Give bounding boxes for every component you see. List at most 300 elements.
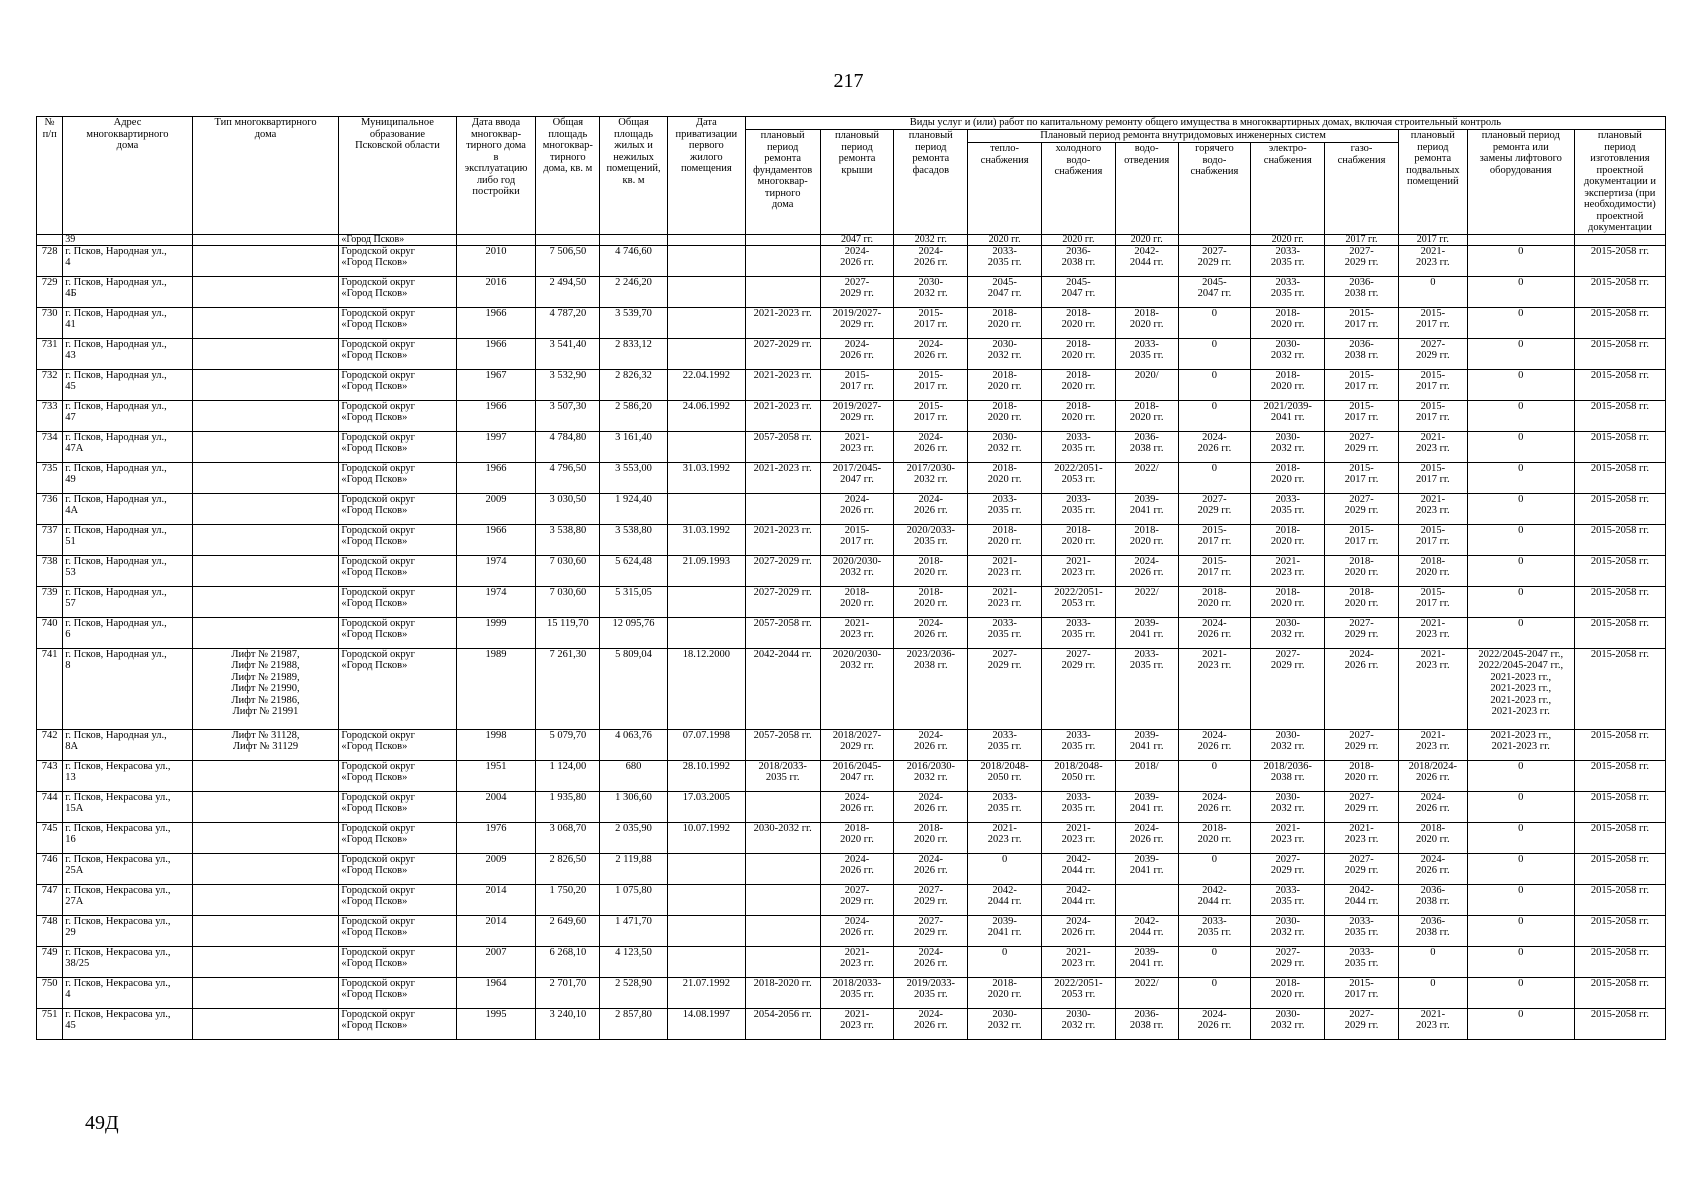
col-foundation-header: плановый период ремонта фундаментов многоквар- тирного дома <box>745 130 820 235</box>
house-type-cell <box>192 760 339 791</box>
basement-period-cell: 2021- 2023 гг. <box>1398 617 1467 648</box>
roof-period-cell: 2024- 2026 гг. <box>820 493 894 524</box>
living-area-cell: 1 924,40 <box>600 493 668 524</box>
basement-period-cell: 0 <box>1398 276 1467 307</box>
living-area-cell: 1 471,70 <box>600 915 668 946</box>
commission-year-cell: 1989 <box>456 648 536 729</box>
table-row <box>37 493 1666 524</box>
elevator-period-cell: 0 <box>1467 853 1574 884</box>
foundation-period-cell: 2027-2029 гг. <box>745 338 820 369</box>
municipality-cell: Городской округ «Город Псков» <box>339 760 456 791</box>
cold-water-cell: 2030- 2032 гг. <box>1042 1008 1116 1039</box>
facade-period-cell: 2027- 2029 гг. <box>894 884 968 915</box>
house-type-cell: Лифт № 31128, Лифт № 31129 <box>192 729 339 760</box>
privatization-date-cell: 24.06.1992 <box>667 400 745 431</box>
page-number: 217 <box>833 70 864 92</box>
table-body <box>37 234 1666 1039</box>
hot-water-cell: 2024- 2026 гг. <box>1178 431 1251 462</box>
hot-water-cell: 2024- 2026 гг. <box>1178 791 1251 822</box>
house-type-cell <box>192 586 339 617</box>
roof-period-cell: 2018- 2020 гг. <box>820 822 894 853</box>
electric-supply-cell: 2018- 2020 гг. <box>1251 462 1325 493</box>
foundation-period-cell: 2021-2023 гг. <box>745 400 820 431</box>
hot-water-cell: 0 <box>1178 369 1251 400</box>
design-period-cell: 2015-2058 гг. <box>1574 338 1665 369</box>
hot-water-cell: 0 <box>1178 853 1251 884</box>
facade-period-cell: 2027- 2029 гг. <box>894 915 968 946</box>
gas-supply-cell: 2027- 2029 гг. <box>1325 431 1399 462</box>
elevator-period-cell: 0 <box>1467 791 1574 822</box>
heat-supply-cell: 2021- 2023 гг. <box>968 822 1042 853</box>
drainage-cell: 2022/ <box>1115 586 1178 617</box>
drainage-cell: 2039- 2041 гг. <box>1115 617 1178 648</box>
electric-supply-cell: 2030- 2032 гг. <box>1251 791 1325 822</box>
table-row <box>37 729 1666 760</box>
gas-supply-cell: 2015- 2017 гг. <box>1325 524 1399 555</box>
heat-supply-cell: 2033- 2035 гг. <box>968 729 1042 760</box>
facade-period-cell: 2018- 2020 гг. <box>894 586 968 617</box>
commission-year-cell: 2014 <box>456 915 536 946</box>
cold-water-cell: 2018- 2020 гг. <box>1042 338 1116 369</box>
municipality-cell: Городской округ «Город Псков» <box>339 586 456 617</box>
design-period-cell: 2015-2058 гг. <box>1574 307 1665 338</box>
municipality-cell: Городской округ «Город Псков» <box>339 431 456 462</box>
table-row <box>37 760 1666 791</box>
drainage-cell: 2036- 2038 гг. <box>1115 431 1178 462</box>
address-cell: г. Псков, Народная ул., 51 <box>63 524 192 555</box>
privatization-date-cell <box>667 884 745 915</box>
total-area-cell: 15 119,70 <box>536 617 600 648</box>
privatization-date-cell: 21.07.1992 <box>667 977 745 1008</box>
design-period-cell: 2015-2058 гг. <box>1574 431 1665 462</box>
design-period-cell: 2015-2058 гг. <box>1574 617 1665 648</box>
heat-supply-cell: 2030- 2032 гг. <box>968 431 1042 462</box>
design-period-cell: 2015-2058 гг. <box>1574 400 1665 431</box>
total-area-cell: 7 030,60 <box>536 586 600 617</box>
basement-period-cell: 2015- 2017 гг. <box>1398 307 1467 338</box>
roof-period-cell: 2024- 2026 гг. <box>820 853 894 884</box>
address-cell: г. Псков, Народная ул., 49 <box>63 462 192 493</box>
total-area-cell: 7 506,50 <box>536 245 600 276</box>
heat-supply-cell: 2045- 2047 гг. <box>968 276 1042 307</box>
electric-supply-cell: 2030- 2032 гг. <box>1251 729 1325 760</box>
design-period-cell: 2015-2058 гг. <box>1574 586 1665 617</box>
drainage-cell: 2020/ <box>1115 369 1178 400</box>
row-number: 750 <box>37 977 63 1008</box>
cold-water-cell: 2021- 2023 гг. <box>1042 946 1116 977</box>
table-row <box>37 586 1666 617</box>
hot-water-cell: 2027- 2029 гг. <box>1178 493 1251 524</box>
continuation-cell: 2020 гг. <box>1115 234 1178 245</box>
col-municipality-header: Муниципальное образование Псковской области <box>339 117 456 235</box>
design-period-cell: 2015-2058 гг. <box>1574 729 1665 760</box>
privatization-date-cell: 17.03.2005 <box>667 791 745 822</box>
gas-supply-cell: 2036- 2038 гг. <box>1325 276 1399 307</box>
basement-period-cell: 0 <box>1398 977 1467 1008</box>
roof-period-cell: 2015- 2017 гг. <box>820 524 894 555</box>
house-type-cell <box>192 977 339 1008</box>
table-row <box>37 853 1666 884</box>
col-design-header: плановый период изготовления проектной документации и экспертиза (при необходимости) проектной документации <box>1574 130 1665 235</box>
elevator-period-cell: 0 <box>1467 822 1574 853</box>
col-hot-water-header: горячего водо- снабжения <box>1178 143 1251 234</box>
house-type-cell <box>192 400 339 431</box>
col-facade-header: плановый период ремонта фасадов <box>894 130 968 235</box>
foundation-period-cell <box>745 791 820 822</box>
design-period-cell: 2015-2058 гг. <box>1574 369 1665 400</box>
hot-water-cell: 0 <box>1178 977 1251 1008</box>
facade-period-cell: 2024- 2026 гг. <box>894 245 968 276</box>
elevator-period-cell: 0 <box>1467 493 1574 524</box>
foundation-period-cell: 2018-2020 гг. <box>745 977 820 1008</box>
roof-period-cell: 2019/2027- 2029 гг. <box>820 307 894 338</box>
facade-period-cell: 2030- 2032 гг. <box>894 276 968 307</box>
design-period-cell: 2015-2058 гг. <box>1574 884 1665 915</box>
privatization-date-cell <box>667 493 745 524</box>
cold-water-cell: 2018/2048- 2050 гг. <box>1042 760 1116 791</box>
heat-supply-cell: 2018- 2020 гг. <box>968 400 1042 431</box>
privatization-date-cell <box>667 307 745 338</box>
foundation-period-cell: 2027-2029 гг. <box>745 555 820 586</box>
commission-year-cell: 1995 <box>456 1008 536 1039</box>
house-type-cell <box>192 555 339 586</box>
row-number: 745 <box>37 822 63 853</box>
drainage-cell: 2024- 2026 гг. <box>1115 555 1178 586</box>
living-area-cell: 2 826,32 <box>600 369 668 400</box>
electric-supply-cell: 2030- 2032 гг. <box>1251 431 1325 462</box>
table-row <box>37 369 1666 400</box>
total-area-cell: 2 826,50 <box>536 853 600 884</box>
total-area-cell: 3 240,10 <box>536 1008 600 1039</box>
basement-period-cell: 2015- 2017 гг. <box>1398 369 1467 400</box>
privatization-date-cell: 10.07.1992 <box>667 822 745 853</box>
privatization-date-cell: 22.04.1992 <box>667 369 745 400</box>
table-row <box>37 431 1666 462</box>
roof-period-cell: 2024- 2026 гг. <box>820 915 894 946</box>
col-gas-header: газо- снабжения <box>1325 143 1399 234</box>
foundation-period-cell: 2027-2029 гг. <box>745 586 820 617</box>
gas-supply-cell: 2027- 2029 гг. <box>1325 245 1399 276</box>
electric-supply-cell: 2018- 2020 гг. <box>1251 586 1325 617</box>
foundation-period-cell: 2021-2023 гг. <box>745 307 820 338</box>
house-type-cell <box>192 276 339 307</box>
facade-period-cell: 2024- 2026 гг. <box>894 338 968 369</box>
row-number: 735 <box>37 462 63 493</box>
footer-mark: 49Д <box>85 1112 119 1134</box>
total-area-cell: 3 538,80 <box>536 524 600 555</box>
gas-supply-cell: 2027- 2029 гг. <box>1325 729 1399 760</box>
design-period-cell: 2015-2058 гг. <box>1574 915 1665 946</box>
heat-supply-cell: 0 <box>968 946 1042 977</box>
heat-supply-cell: 2018- 2020 гг. <box>968 462 1042 493</box>
continuation-cell <box>192 234 339 245</box>
design-period-cell: 2015-2058 гг. <box>1574 791 1665 822</box>
commission-year-cell: 1964 <box>456 977 536 1008</box>
cold-water-cell: 2036- 2038 гг. <box>1042 245 1116 276</box>
continuation-cell <box>1178 234 1251 245</box>
hot-water-cell: 0 <box>1178 338 1251 369</box>
basement-period-cell: 0 <box>1398 946 1467 977</box>
facade-period-cell: 2020/2033- 2035 гг. <box>894 524 968 555</box>
municipality-cell: Городской округ «Город Псков» <box>339 884 456 915</box>
roof-period-cell: 2020/2030- 2032 гг. <box>820 555 894 586</box>
municipality-cell: Городской округ «Город Псков» <box>339 493 456 524</box>
privatization-date-cell: 31.03.1992 <box>667 524 745 555</box>
privatization-date-cell <box>667 915 745 946</box>
row-number: 746 <box>37 853 63 884</box>
basement-period-cell: 2036- 2038 гг. <box>1398 884 1467 915</box>
house-type-cell <box>192 822 339 853</box>
engineering-group-header: Плановый период ремонта внутридомовых инженерных систем <box>968 130 1399 143</box>
design-period-cell: 2015-2058 гг. <box>1574 493 1665 524</box>
total-area-cell: 4 796,50 <box>536 462 600 493</box>
living-area-cell: 3 553,00 <box>600 462 668 493</box>
table-row <box>37 462 1666 493</box>
roof-period-cell: 2017/2045- 2047 гг. <box>820 462 894 493</box>
elevator-period-cell: 0 <box>1467 462 1574 493</box>
col-roof-header: плановый период ремонта крыши <box>820 130 894 235</box>
hot-water-cell: 0 <box>1178 307 1251 338</box>
facade-period-cell: 2015- 2017 гг. <box>894 307 968 338</box>
row-number: 744 <box>37 791 63 822</box>
address-cell: г. Псков, Народная ул., 47А <box>63 431 192 462</box>
gas-supply-cell: 2036- 2038 гг. <box>1325 338 1399 369</box>
basement-period-cell: 2027- 2029 гг. <box>1398 338 1467 369</box>
cold-water-cell: 2033- 2035 гг. <box>1042 431 1116 462</box>
table-row <box>37 977 1666 1008</box>
house-type-cell <box>192 946 339 977</box>
hot-water-cell: 2045- 2047 гг. <box>1178 276 1251 307</box>
living-area-cell: 1 306,60 <box>600 791 668 822</box>
cold-water-cell: 2022/2051- 2053 гг. <box>1042 586 1116 617</box>
row-number: 749 <box>37 946 63 977</box>
col-commission-header: Дата ввода многоквар- тирного дома в эксплуатацию либо год постройки <box>456 117 536 235</box>
electric-supply-cell: 2033- 2035 гг. <box>1251 884 1325 915</box>
row-number: 740 <box>37 617 63 648</box>
row-number: 734 <box>37 431 63 462</box>
foundation-period-cell: 2021-2023 гг. <box>745 462 820 493</box>
electric-supply-cell: 2033- 2035 гг. <box>1251 276 1325 307</box>
basement-period-cell: 2018- 2020 гг. <box>1398 555 1467 586</box>
basement-period-cell: 2015- 2017 гг. <box>1398 400 1467 431</box>
col-address-header: Адрес многоквартирного дома <box>63 117 192 235</box>
total-area-cell: 6 268,10 <box>536 946 600 977</box>
basement-period-cell: 2015- 2017 гг. <box>1398 586 1467 617</box>
table-row <box>37 915 1666 946</box>
municipality-cell: Городской округ «Город Псков» <box>339 307 456 338</box>
electric-supply-cell: 2027- 2029 гг. <box>1251 648 1325 729</box>
foundation-period-cell: 2018/2033- 2035 гг. <box>745 760 820 791</box>
roof-period-cell: 2018/2027- 2029 гг. <box>820 729 894 760</box>
design-period-cell: 2015-2058 гг. <box>1574 853 1665 884</box>
drainage-cell: 2039- 2041 гг. <box>1115 729 1178 760</box>
hot-water-cell: 2018- 2020 гг. <box>1178 586 1251 617</box>
municipality-cell: Городской округ «Город Псков» <box>339 276 456 307</box>
capital-repair-table <box>36 116 1666 1040</box>
cold-water-cell: 2021- 2023 гг. <box>1042 822 1116 853</box>
facade-period-cell: 2024- 2026 гг. <box>894 431 968 462</box>
cold-water-cell: 2018- 2020 гг. <box>1042 369 1116 400</box>
drainage-cell: 2033- 2035 гг. <box>1115 648 1178 729</box>
commission-year-cell: 2016 <box>456 276 536 307</box>
row-number: 743 <box>37 760 63 791</box>
table-row <box>37 884 1666 915</box>
table-row <box>37 822 1666 853</box>
roof-period-cell: 2024- 2026 гг. <box>820 338 894 369</box>
privatization-date-cell: 07.07.1998 <box>667 729 745 760</box>
address-cell: г. Псков, Некрасова ул., 25А <box>63 853 192 884</box>
foundation-period-cell: 2021-2023 гг. <box>745 524 820 555</box>
foundation-period-cell <box>745 276 820 307</box>
privatization-date-cell: 21.09.1993 <box>667 555 745 586</box>
table-row <box>37 648 1666 729</box>
living-area-cell: 4 063,76 <box>600 729 668 760</box>
design-period-cell: 2015-2058 гг. <box>1574 245 1665 276</box>
house-type-cell <box>192 338 339 369</box>
continuation-cell: 2017 гг. <box>1325 234 1399 245</box>
continuation-cell <box>37 234 63 245</box>
table-row <box>37 400 1666 431</box>
living-area-cell: 2 528,90 <box>600 977 668 1008</box>
roof-period-cell: 2015- 2017 гг. <box>820 369 894 400</box>
col-heat-header: тепло- снабжения <box>968 143 1042 234</box>
roof-period-cell: 2024- 2026 гг. <box>820 791 894 822</box>
gas-supply-cell: 2027- 2029 гг. <box>1325 1008 1399 1039</box>
table-row <box>37 946 1666 977</box>
privatization-date-cell <box>667 946 745 977</box>
commission-year-cell: 2004 <box>456 791 536 822</box>
elevator-period-cell: 0 <box>1467 977 1574 1008</box>
basement-period-cell: 2024- 2026 гг. <box>1398 791 1467 822</box>
living-area-cell: 2 246,20 <box>600 276 668 307</box>
roof-period-cell: 2021- 2023 гг. <box>820 946 894 977</box>
col-living-area-header: Общая площадь жилых и нежилых помещений, кв. м <box>600 117 668 235</box>
commission-year-cell: 1966 <box>456 338 536 369</box>
roof-period-cell: 2021- 2023 гг. <box>820 617 894 648</box>
basement-period-cell: 2021- 2023 гг. <box>1398 729 1467 760</box>
address-cell: г. Псков, Народная ул., 41 <box>63 307 192 338</box>
elevator-period-cell: 0 <box>1467 617 1574 648</box>
commission-year-cell: 2010 <box>456 245 536 276</box>
gas-supply-cell: 2027- 2029 гг. <box>1325 791 1399 822</box>
electric-supply-cell: 2018- 2020 гг. <box>1251 369 1325 400</box>
col-total-area-header: Общая площадь многоквар- тирного дома, кв. м <box>536 117 600 235</box>
elevator-period-cell: 0 <box>1467 369 1574 400</box>
roof-period-cell: 2027- 2029 гг. <box>820 884 894 915</box>
heat-supply-cell: 2018- 2020 гг. <box>968 524 1042 555</box>
municipality-cell: Городской округ «Город Псков» <box>339 524 456 555</box>
municipality-cell: Городской округ «Город Псков» <box>339 822 456 853</box>
col-privatization-header: Дата приватизации первого жилого помещения <box>667 117 745 235</box>
electric-supply-cell: 2030- 2032 гг. <box>1251 1008 1325 1039</box>
heat-supply-cell: 2027- 2029 гг. <box>968 648 1042 729</box>
municipality-cell: Городской округ «Город Псков» <box>339 915 456 946</box>
table-row <box>37 245 1666 276</box>
heat-supply-cell: 2039- 2041 гг. <box>968 915 1042 946</box>
row-number: 751 <box>37 1008 63 1039</box>
foundation-period-cell: 2042-2044 гг. <box>745 648 820 729</box>
gas-supply-cell: 2018- 2020 гг. <box>1325 555 1399 586</box>
gas-supply-cell: 2018- 2020 гг. <box>1325 586 1399 617</box>
facade-period-cell: 2018- 2020 гг. <box>894 822 968 853</box>
table-row <box>37 617 1666 648</box>
house-type-cell <box>192 617 339 648</box>
basement-period-cell: 2036- 2038 гг. <box>1398 915 1467 946</box>
row-number: 733 <box>37 400 63 431</box>
municipality-cell: Городской округ «Город Псков» <box>339 729 456 760</box>
elevator-period-cell: 0 <box>1467 307 1574 338</box>
gas-supply-cell: 2027- 2029 гг. <box>1325 617 1399 648</box>
commission-year-cell: 2014 <box>456 884 536 915</box>
electric-supply-cell: 2027- 2029 гг. <box>1251 946 1325 977</box>
row-number: 737 <box>37 524 63 555</box>
cold-water-cell: 2022/2051- 2053 гг. <box>1042 462 1116 493</box>
address-cell: г. Псков, Народная ул., 4 <box>63 245 192 276</box>
house-type-cell <box>192 853 339 884</box>
elevator-period-cell: 0 <box>1467 555 1574 586</box>
heat-supply-cell: 0 <box>968 853 1042 884</box>
house-type-cell <box>192 1008 339 1039</box>
municipality-cell: Городской округ «Город Псков» <box>339 791 456 822</box>
commission-year-cell: 1998 <box>456 729 536 760</box>
total-area-cell: 3 541,40 <box>536 338 600 369</box>
commission-year-cell: 1966 <box>456 307 536 338</box>
electric-supply-cell: 2030- 2032 гг. <box>1251 617 1325 648</box>
municipality-cell: Городской округ «Город Псков» <box>339 400 456 431</box>
address-cell: г. Псков, Некрасова ул., 13 <box>63 760 192 791</box>
roof-period-cell: 2020/2030- 2032 гг. <box>820 648 894 729</box>
address-cell: г. Псков, Народная ул., 4Б <box>63 276 192 307</box>
heat-supply-cell: 2030- 2032 гг. <box>968 1008 1042 1039</box>
elevator-period-cell: 0 <box>1467 524 1574 555</box>
elevator-period-cell: 0 <box>1467 946 1574 977</box>
heat-supply-cell: 2042- 2044 гг. <box>968 884 1042 915</box>
facade-period-cell: 2019/2033- 2035 гг. <box>894 977 968 1008</box>
total-area-cell: 5 079,70 <box>536 729 600 760</box>
living-area-cell: 2 035,90 <box>600 822 668 853</box>
hot-water-cell: 0 <box>1178 760 1251 791</box>
foundation-period-cell <box>745 245 820 276</box>
facade-period-cell: 2024- 2026 гг. <box>894 729 968 760</box>
hot-water-cell: 0 <box>1178 462 1251 493</box>
col-type-header: Тип многоквартирного дома <box>192 117 339 235</box>
elevator-period-cell: 2021-2023 гг., 2021-2023 гг. <box>1467 729 1574 760</box>
foundation-period-cell: 2057-2058 гг. <box>745 431 820 462</box>
elevator-period-cell: 0 <box>1467 586 1574 617</box>
facade-period-cell: 2024- 2026 гг. <box>894 946 968 977</box>
gas-supply-cell: 2015- 2017 гг. <box>1325 400 1399 431</box>
drainage-cell: 2018- 2020 гг. <box>1115 400 1178 431</box>
cold-water-cell: 2033- 2035 гг. <box>1042 791 1116 822</box>
house-type-cell <box>192 369 339 400</box>
row-number: 747 <box>37 884 63 915</box>
gas-supply-cell: 2018- 2020 гг. <box>1325 760 1399 791</box>
cold-water-cell: 2033- 2035 гг. <box>1042 729 1116 760</box>
row-number: 738 <box>37 555 63 586</box>
address-cell: г. Псков, Некрасова ул., 16 <box>63 822 192 853</box>
living-area-cell: 2 833,12 <box>600 338 668 369</box>
address-cell: г. Псков, Народная ул., 8 <box>63 648 192 729</box>
gas-supply-cell: 2027- 2029 гг. <box>1325 853 1399 884</box>
continuation-cell: «Город Псков» <box>339 234 456 245</box>
heat-supply-cell: 2033- 2035 гг. <box>968 791 1042 822</box>
heat-supply-cell: 2018/2048- 2050 гг. <box>968 760 1042 791</box>
drainage-cell: 2018/ <box>1115 760 1178 791</box>
commission-year-cell: 1974 <box>456 555 536 586</box>
commission-year-cell: 1976 <box>456 822 536 853</box>
commission-year-cell: 2007 <box>456 946 536 977</box>
continuation-cell <box>1467 234 1574 245</box>
